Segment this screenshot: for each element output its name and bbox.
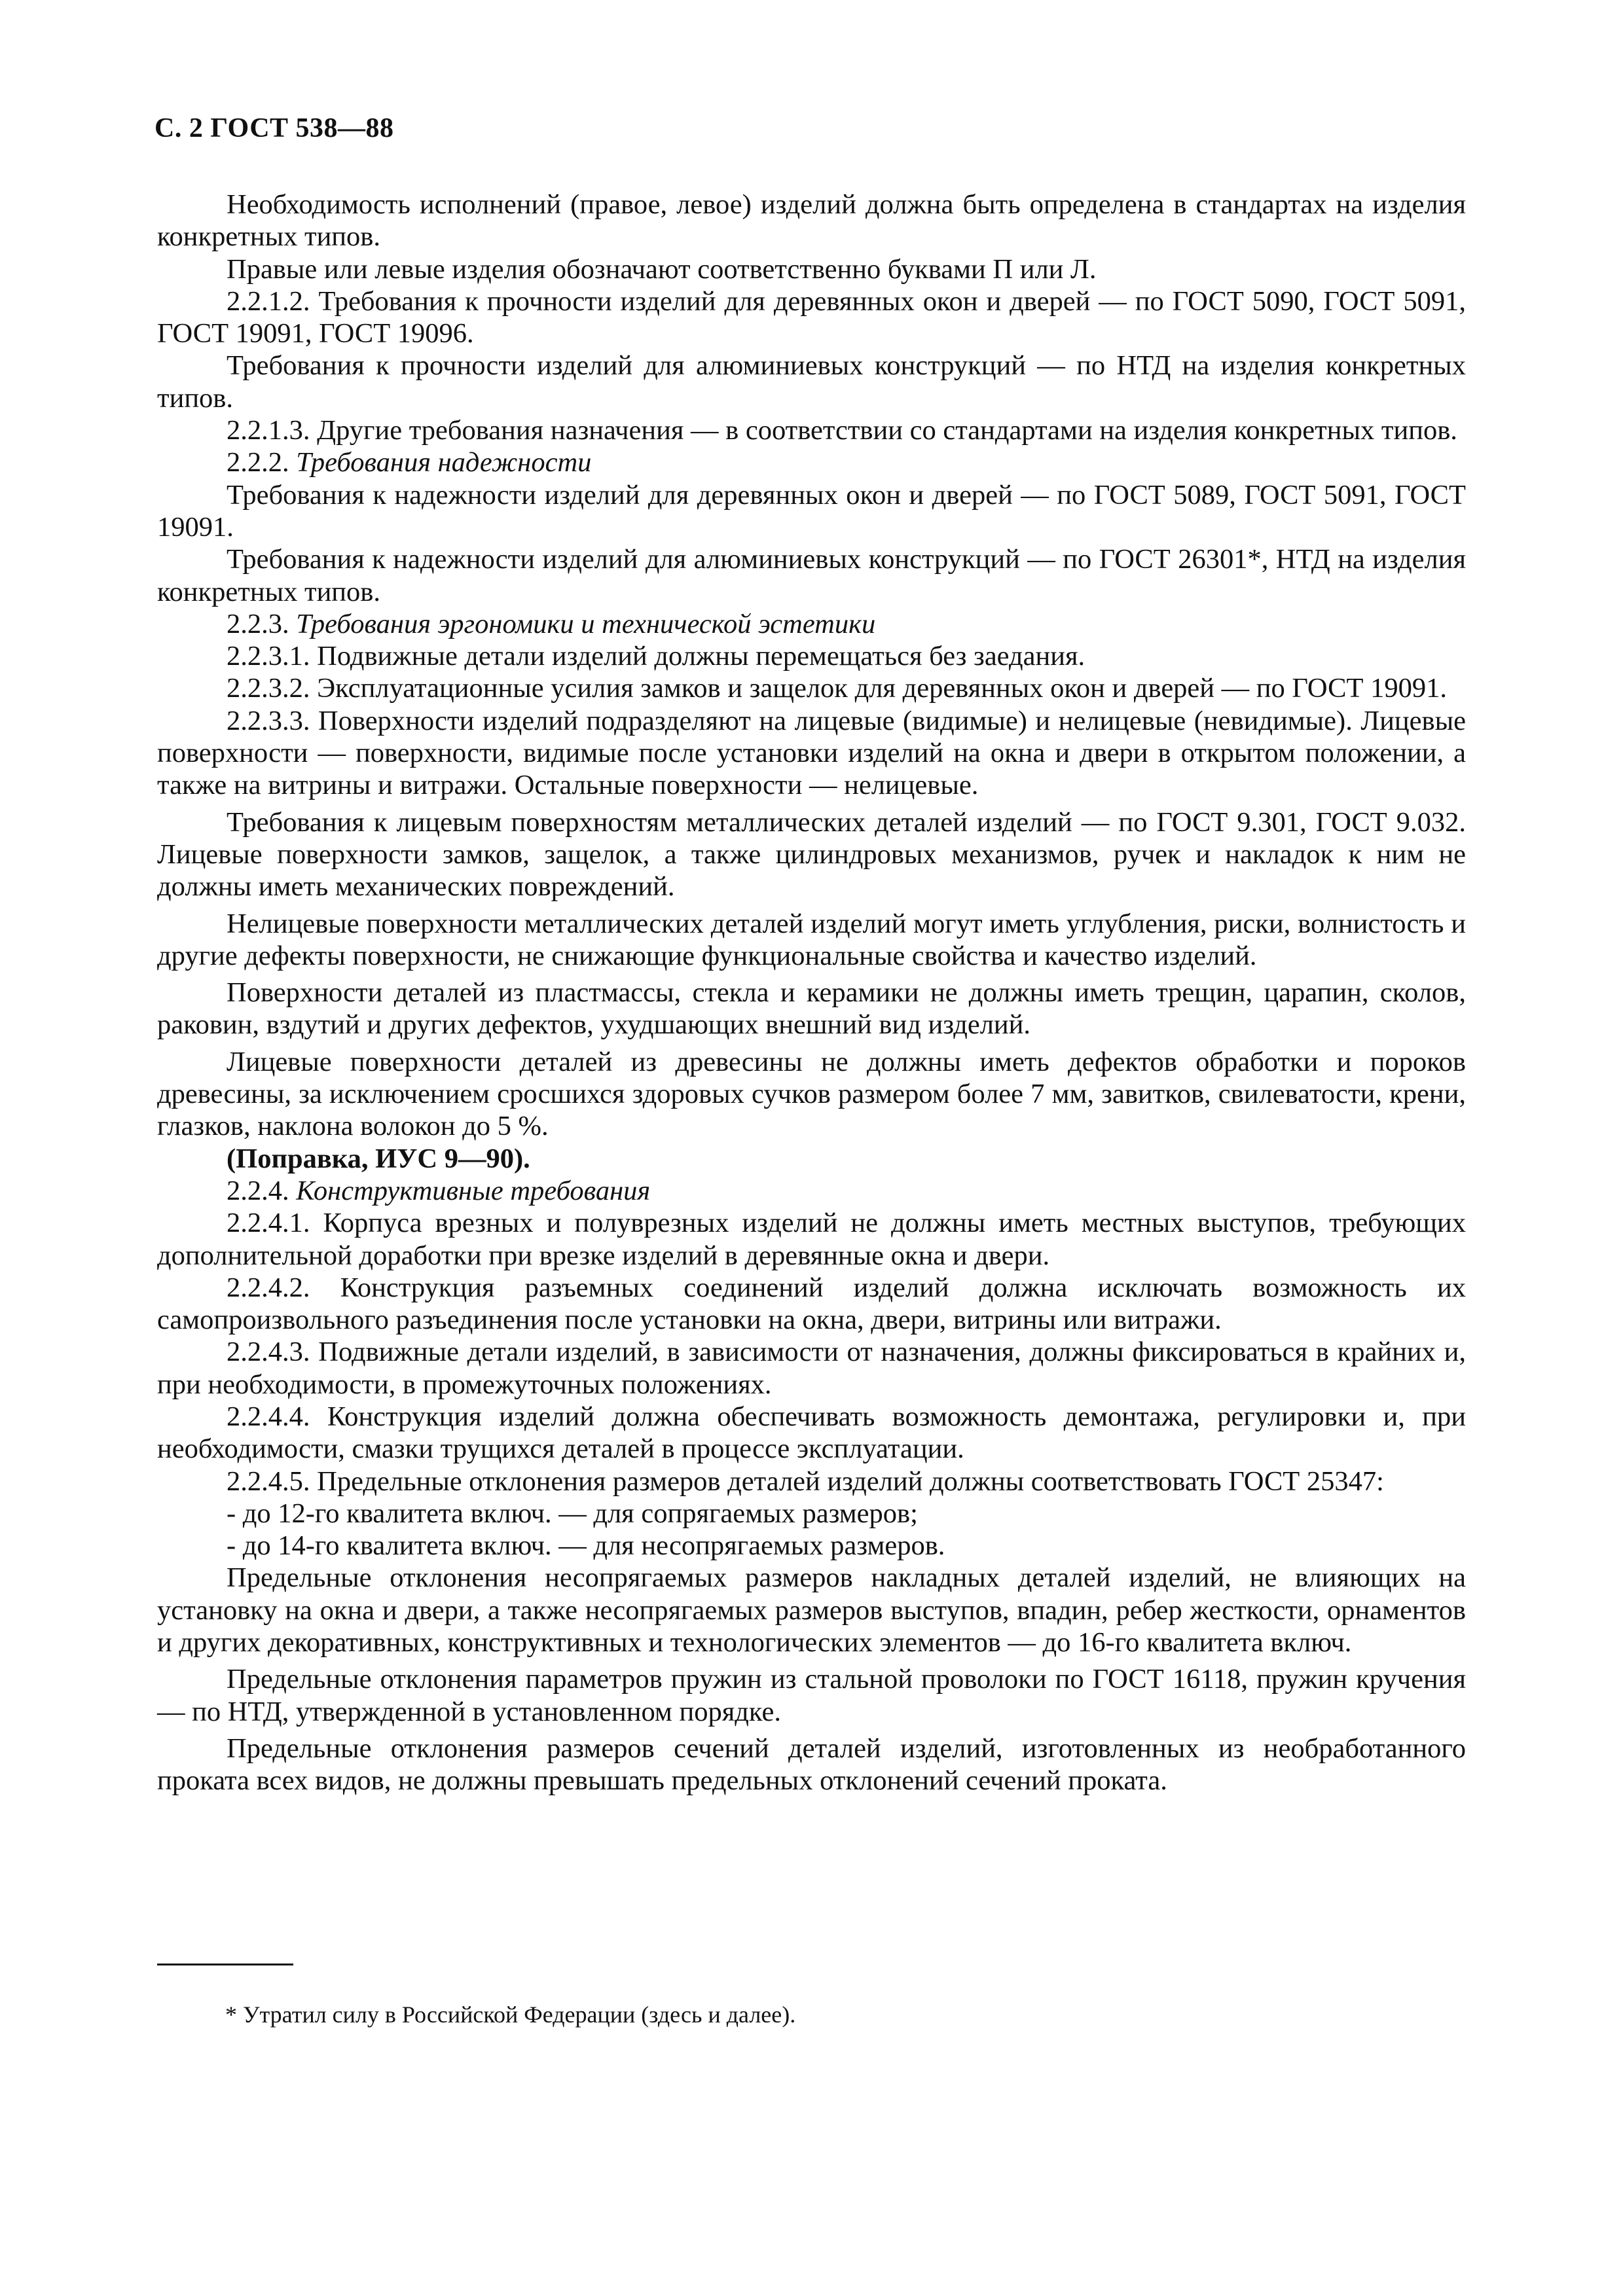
- paragraph: Требования к надежности изделий для деревянных окон и дверей — по ГОСТ 5089, ГОСТ 5091, ГОСТ 19091.: [157, 479, 1466, 543]
- paragraph: Требования к лицевым поверхностям металлических деталей изделий — по ГОСТ 9.301, ГОСТ 9.032. Лицевые поверхности замков, защелок, а также цилиндровых механизмов, ручек и накладок к ним не должны иметь механических повреждений.: [157, 806, 1466, 903]
- amendment-note: (Поправка, ИУС 9—90).: [227, 1143, 530, 1174]
- paragraph: 2.2.3.3. Поверхности изделий подразделяют на лицевые (видимые) и нелицевые (невидимые). Лицевые поверхности — поверхности, видимые после установки изделий на окна и двери в открытом положении, а также на витрины и витражи. Остальные поверхности — нелицевые.: [157, 705, 1466, 801]
- paragraph: 2.2.1.2. Требования к прочности изделий для деревянных окон и дверей — по ГОСТ 5090, ГОСТ 5091, ГОСТ 19091, ГОСТ 19096.: [157, 285, 1466, 350]
- section-title: Требования надежности: [296, 447, 592, 478]
- footnote-divider: [157, 1964, 293, 1965]
- paragraph: 2.2.3.1. Подвижные детали изделий должны перемещаться без заедания.: [227, 641, 1085, 672]
- paragraph: 2.2.4.3. Подвижные детали изделий, в зависимости от назначения, должны фиксироваться в крайних и, при необходимости, в промежуточных положениях.: [157, 1336, 1466, 1400]
- section-heading-ergonomics: [157, 608, 1466, 640]
- section-number: 2.2.4.: [227, 1175, 289, 1206]
- paragraph: 2.2.4.4. Конструкция изделий должна обеспечивать возможность демонтажа, регулировки и, при необходимости, смазки трущихся деталей в процессе эксплуатации.: [157, 1401, 1466, 1465]
- section-number: 2.2.3.: [227, 608, 289, 639]
- paragraph: Правые или левые изделия обозначают соответственно буквами П или Л.: [227, 253, 1097, 285]
- section-title: Требования эргономики и технической эстетики: [296, 608, 876, 639]
- paragraph: Требования к надежности изделий для алюминиевых конструкций — по ГОСТ 26301*, НТД на изделия конкретных типов.: [157, 544, 1466, 607]
- list-item: - до 14-го квалитета включ. — для несопрягаемых размеров.: [227, 1530, 945, 1562]
- paragraph: Требования к прочности изделий для алюминиевых конструкций — по НТД на изделия конкретных типов.: [157, 350, 1466, 414]
- paragraph: 2.2.4.1. Корпуса врезных и полуврезных изделий не должны иметь местных выступов, требующих дополнительной доработки при врезке изделий в деревянные окна и двери.: [157, 1208, 1466, 1271]
- paragraph: Необходимость исполнений (правое, левое) изделий должна быть определена в стандартах на изделия конкретных типов.: [157, 189, 1466, 253]
- section-heading-construction: [157, 1175, 1466, 1207]
- footnote: * Утратил силу в Российской Федерации (здесь и далее).: [225, 2001, 796, 2028]
- body-text: [157, 188, 1466, 1797]
- paragraph: Лицевые поверхности деталей из древесины не должны иметь дефектов обработки и пороков древесины, за исключением сросшихся здоровых сучков размером более 7 мм, завитков, свилеватости, крени, глазков, наклона волокон до 5 %.: [157, 1046, 1466, 1142]
- section-title: Конструктивные требования: [296, 1175, 651, 1206]
- paragraph: 2.2.4.5. Предельные отклонения размеров деталей изделий должны соответствовать ГОСТ 25347:: [227, 1465, 1384, 1497]
- section-heading-reliability: [157, 446, 1466, 478]
- paragraph: Предельные отклонения размеров сечений деталей изделий, изготовленных из необработанного проката всех видов, не должны превышать предельных отклонений сечений проката.: [157, 1732, 1466, 1797]
- list-item: - до 12-го квалитета включ. — для сопрягаемых размеров;: [227, 1498, 918, 1529]
- page-header: С. 2 ГОСТ 538—88: [155, 113, 394, 143]
- paragraph: 2.2.1.3. Другие требования назначения — в соответствии со стандартами на изделия конкретных типов.: [227, 415, 1457, 446]
- paragraph: Предельные отклонения несопрягаемых размеров накладных деталей изделий, не влияющих на установку на окна и двери, а также несопрягаемых размеров выступов, впадин, ребер жесткости, орнаментов и других декоративных, конструктивных и технологических элементов — до 16-го квалитета включ.: [157, 1562, 1466, 1659]
- paragraph: 2.2.4.2. Конструкция разъемных соединений изделий должна исключать возможность их самопроизвольного разъединения после установки на окна, двери, витрины или витражи.: [157, 1272, 1466, 1336]
- paragraph: Предельные отклонения параметров пружин из стальной проволоки по ГОСТ 16118, пружин кручения — по НТД, утвержденной в установленном порядке.: [157, 1664, 1466, 1727]
- section-number: 2.2.2.: [227, 447, 289, 478]
- paragraph: 2.2.3.2. Эксплуатационные усилия замков и защелок для деревянных окон и дверей — по ГОСТ 19091.: [227, 673, 1447, 704]
- paragraph: Нелицевые поверхности металлических деталей изделий могут иметь углубления, риски, волнистость и другие дефекты поверхности, не снижающие функциональные свойства и качество изделий.: [157, 908, 1466, 971]
- paragraph: Поверхности деталей из пластмассы, стекла и керамики не должны иметь трещин, царапин, сколов, раковин, вздутий и других дефектов, ухудшающих внешний вид изделий.: [157, 977, 1466, 1041]
